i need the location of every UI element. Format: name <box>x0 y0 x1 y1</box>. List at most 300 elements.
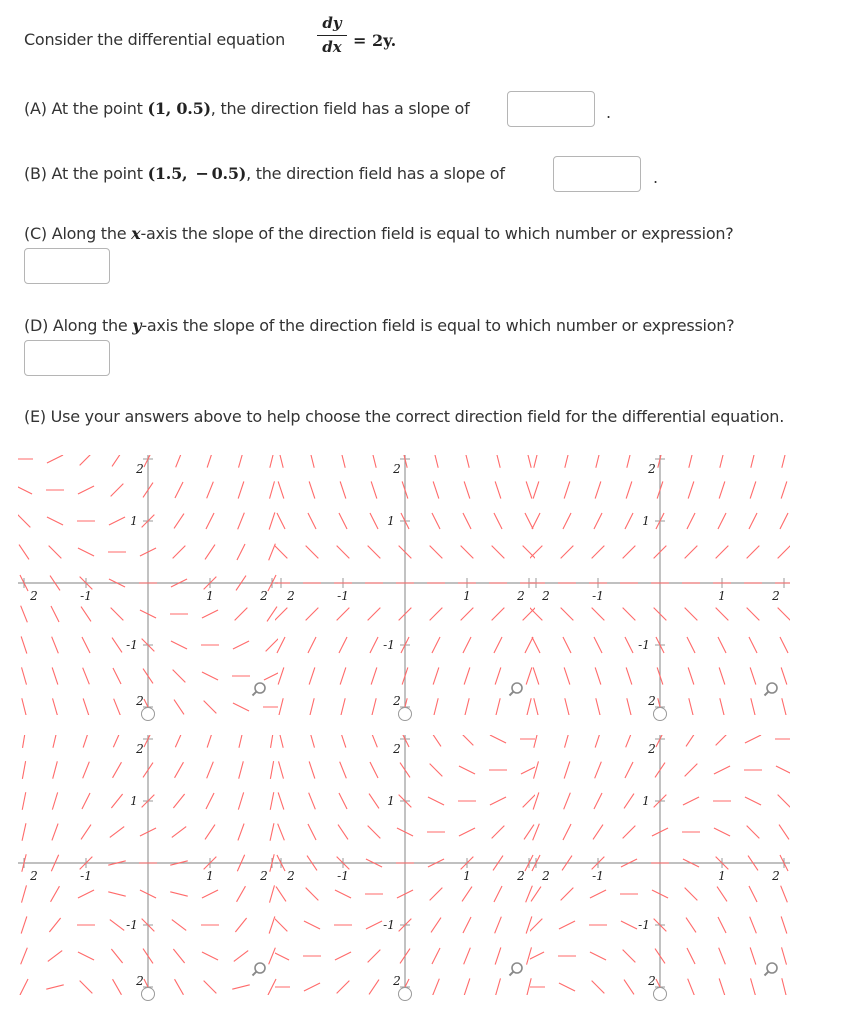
slope-segment <box>432 637 440 653</box>
slope-segment <box>238 824 244 841</box>
part-b-answer-input[interactable] <box>553 156 641 192</box>
slope-segment <box>233 641 249 649</box>
slope-segment <box>175 979 184 995</box>
slope-segment <box>595 667 601 684</box>
slope-segment <box>270 885 275 902</box>
magnifier-icon[interactable] <box>251 681 267 697</box>
slope-segment <box>233 703 249 711</box>
y-label-pos2: 2 <box>648 462 656 476</box>
slope-segment <box>623 950 636 963</box>
slope-segment <box>309 481 315 498</box>
slope-segment <box>719 978 725 995</box>
y-label-pos2: 2 <box>393 462 401 476</box>
slope-segment <box>465 455 469 468</box>
equation-numerator: dy <box>322 14 342 32</box>
slope-segment <box>530 608 542 621</box>
slope-segment <box>750 481 756 498</box>
slope-segment <box>563 637 571 653</box>
slope-segment <box>275 919 287 932</box>
x-label-pos1: 1 <box>463 589 471 603</box>
slope-segment <box>337 981 350 994</box>
x-label-pos2: 2 <box>772 869 780 883</box>
x-label-neg2: 2 <box>30 869 38 883</box>
slope-segment <box>625 637 633 653</box>
part-c-text <box>24 224 734 243</box>
slope-segment <box>80 981 93 994</box>
slope-segment <box>495 917 502 934</box>
slope-segment <box>623 826 636 839</box>
x-label-neg1: -1 <box>80 869 92 883</box>
slope-segment <box>49 918 60 932</box>
slope-segment <box>238 513 245 530</box>
slope-segment <box>686 735 696 746</box>
magnifier-icon[interactable] <box>508 681 524 697</box>
slope-segment <box>304 921 320 929</box>
slope-segment <box>433 979 440 995</box>
slope-segment <box>270 761 273 779</box>
magnifier-icon[interactable] <box>763 681 779 697</box>
y-label-pos1: 1 <box>387 794 395 808</box>
slope-segment <box>175 735 182 747</box>
slope-segment <box>22 885 27 902</box>
slope-segment <box>434 698 438 715</box>
slope-segment <box>271 735 274 748</box>
slope-segment <box>532 637 540 653</box>
slope-segment <box>459 766 475 774</box>
slope-segment <box>685 608 698 621</box>
slope-segment <box>778 546 790 559</box>
y-label-neg2: 2 <box>136 974 144 988</box>
slope-segment <box>593 825 603 840</box>
slope-segment <box>278 824 285 841</box>
slope-segment <box>83 668 90 685</box>
slope-segment <box>53 761 58 778</box>
part-e-text <box>24 407 784 426</box>
slope-segment <box>237 886 246 902</box>
slope-segment <box>779 825 789 840</box>
x-label-neg2: 2 <box>287 589 295 603</box>
slope-segment <box>594 793 602 809</box>
slope-segment <box>238 481 244 498</box>
slope-segment <box>340 667 346 684</box>
y-label-neg1: -1 <box>383 918 395 932</box>
slope-segment <box>564 481 570 498</box>
slope-segment <box>626 735 633 747</box>
slope-segment <box>51 606 59 622</box>
slope-segment <box>202 952 218 960</box>
slope-segment <box>559 983 575 991</box>
part-d-answer-input[interactable] <box>24 340 110 376</box>
slope-segment <box>494 886 502 902</box>
slope-segment <box>310 455 314 468</box>
slope-segment <box>561 888 574 901</box>
slope-segment <box>308 824 316 840</box>
slope-segment <box>459 828 475 836</box>
equation-fraction <box>317 14 347 56</box>
slope-segment <box>749 637 757 653</box>
slope-segment <box>22 761 25 779</box>
slope-segment <box>689 455 693 468</box>
slope-segment <box>531 887 541 902</box>
x-label-pos2: 2 <box>772 589 780 603</box>
slope-segment <box>235 918 246 932</box>
slope-segment <box>368 950 381 963</box>
slope-segment <box>111 794 122 808</box>
slope-segment <box>174 514 184 529</box>
slope-segment <box>782 698 786 715</box>
part-b-period: . <box>653 168 659 187</box>
slope-segment <box>492 546 505 559</box>
radio-circle-icon[interactable] <box>653 707 667 721</box>
slope-segment <box>111 949 122 963</box>
x-label-pos2: 2 <box>260 869 268 883</box>
slope-segment <box>747 826 760 839</box>
slope-segment <box>372 455 376 468</box>
slope-segment <box>310 735 315 748</box>
y-label-pos1: 1 <box>387 514 395 528</box>
slope-segment <box>496 698 500 715</box>
slope-segment <box>688 667 694 684</box>
slope-segment <box>496 978 501 995</box>
slope-segment <box>306 608 319 621</box>
magnifier-icon[interactable] <box>508 961 524 977</box>
slope-segment <box>592 981 605 994</box>
slope-segment <box>463 917 471 933</box>
direction-field-option-3 <box>530 455 790 715</box>
slope-segment <box>782 455 786 468</box>
slope-segment <box>490 797 506 805</box>
y-label-neg2: 2 <box>136 694 144 708</box>
slope-segment <box>462 887 472 902</box>
x-label-pos1: 1 <box>206 589 214 603</box>
slope-segment <box>627 455 631 468</box>
slope-segment <box>18 515 30 528</box>
x-label-neg1: -1 <box>592 869 604 883</box>
slope-segment <box>235 608 248 621</box>
slope-segment <box>368 826 381 839</box>
slope-segment <box>534 735 538 748</box>
slope-segment <box>110 827 124 838</box>
slope-segment <box>432 948 440 964</box>
slope-segment <box>626 667 632 684</box>
slope-segment <box>20 979 28 995</box>
y-label-neg2: 2 <box>393 694 401 708</box>
slope-segment <box>689 698 693 715</box>
part-a-prefix: (A) At the point <box>24 99 148 118</box>
direction-field-svg <box>530 735 790 995</box>
direction-field-svg <box>18 735 278 995</box>
slope-segment <box>625 762 633 778</box>
slope-segment <box>590 890 606 898</box>
slope-segment <box>277 513 285 529</box>
slope-segment <box>111 608 124 621</box>
part-d-suffix: -axis the slope of the direction field is equal to which number or expression? <box>141 316 735 335</box>
slope-segment <box>595 735 601 748</box>
part-e-label: (E) Use your answers above to help choose the correct direction field for the differential equation. <box>24 407 785 426</box>
y-label-neg2: 2 <box>393 974 401 988</box>
slope-segment <box>533 824 540 841</box>
slope-segment <box>202 672 218 680</box>
y-label-neg1: -1 <box>126 918 138 932</box>
slope-segment <box>594 513 602 529</box>
part-c-answer-input[interactable] <box>24 248 110 284</box>
slope-segment <box>745 797 761 805</box>
magnifier-icon[interactable] <box>251 961 267 977</box>
slope-segment <box>309 793 316 810</box>
radio-circle-icon[interactable] <box>653 987 667 1001</box>
radio-circle-icon[interactable] <box>398 987 412 1001</box>
slope-segment <box>170 892 187 896</box>
radio-circle-icon[interactable] <box>141 707 155 721</box>
slope-segment <box>78 952 94 960</box>
slope-segment <box>370 513 378 529</box>
slope-segment <box>340 735 346 748</box>
slope-segment <box>776 766 790 774</box>
slope-segment <box>495 481 501 498</box>
slope-segment <box>207 762 214 779</box>
slope-segment <box>238 792 243 809</box>
x-label-neg1: -1 <box>337 589 349 603</box>
radio-circle-icon[interactable] <box>141 987 155 1001</box>
slope-segment <box>81 607 91 622</box>
slope-segment <box>51 886 60 902</box>
part-a-suffix: , the direction field has a slope of <box>210 99 470 118</box>
slope-segment <box>109 517 125 525</box>
x-label-neg1: -1 <box>592 589 604 603</box>
y-label-pos2: 2 <box>393 742 401 756</box>
slope-segment <box>461 546 474 559</box>
slope-segment <box>751 698 755 715</box>
y-label-neg1: -1 <box>383 638 395 652</box>
slope-segment <box>337 608 350 621</box>
slope-segment <box>108 892 125 896</box>
slope-segment <box>720 698 724 715</box>
slope-segment <box>720 455 724 468</box>
slope-segment <box>207 455 213 468</box>
slope-segment <box>269 512 275 529</box>
slope-segment <box>782 978 786 995</box>
slope-segment <box>113 668 121 684</box>
slope-segment <box>279 761 284 778</box>
slope-segment <box>275 546 287 559</box>
slope-segment <box>495 947 501 964</box>
slope-segment <box>434 455 438 468</box>
part-c-prefix: (C) Along the <box>24 224 132 243</box>
x-label-pos1: 1 <box>718 589 726 603</box>
slope-segment <box>778 608 790 621</box>
slope-segment <box>279 735 283 748</box>
slope-segment <box>308 513 316 529</box>
slope-segment <box>204 981 217 994</box>
slope-segment <box>46 985 63 989</box>
slope-segment <box>561 546 574 559</box>
slope-segment <box>370 637 378 653</box>
slope-segment <box>428 797 444 805</box>
slope-segment <box>175 762 184 778</box>
slope-segment <box>431 918 441 933</box>
slope-segment <box>239 761 244 778</box>
slope-segment <box>308 637 316 653</box>
slope-segment <box>18 486 32 494</box>
slope-segment <box>47 455 63 463</box>
slope-segment <box>52 824 58 841</box>
slope-segment <box>114 699 121 715</box>
slope-segment <box>52 637 59 654</box>
slope-segment <box>719 948 726 965</box>
slope-segment <box>78 486 94 494</box>
slope-segment <box>430 888 443 901</box>
slope-segment <box>78 890 94 898</box>
slope-segment <box>496 455 500 468</box>
slope-segment <box>781 916 787 933</box>
y-label-neg1: -1 <box>638 918 650 932</box>
slope-segment <box>627 698 631 715</box>
slope-segment <box>22 792 26 810</box>
slope-segment <box>22 667 27 684</box>
slope-segment <box>366 921 382 929</box>
part-b-suffix: , the direction field has a slope of <box>246 164 505 183</box>
slope-segment <box>687 637 695 653</box>
slope-segment <box>431 735 441 746</box>
slope-segment <box>277 637 285 653</box>
slope-segment <box>624 794 634 809</box>
equation-rhs: = 2y. <box>353 31 397 50</box>
slope-segment <box>533 667 539 684</box>
slope-segment <box>533 792 539 809</box>
slope-segment <box>270 792 274 810</box>
slope-segment <box>782 947 787 964</box>
y-label-neg1: -1 <box>638 638 650 652</box>
slope-segment <box>749 513 757 529</box>
slope-segment <box>490 735 506 743</box>
part-c-suffix: -axis the slope of the direction field is equal to which number or expression? <box>140 224 734 243</box>
slope-segment <box>204 701 217 714</box>
slope-segment <box>81 825 91 840</box>
slope-segment <box>368 546 381 559</box>
slope-segment <box>595 481 601 498</box>
slope-segment <box>23 735 26 748</box>
slope-segment <box>239 455 244 468</box>
x-label-pos1: 1 <box>718 869 726 883</box>
slope-segment <box>714 766 730 774</box>
slope-segment <box>461 735 474 745</box>
x-label-neg2: 2 <box>287 869 295 883</box>
slope-segment <box>623 546 636 559</box>
slope-segment <box>492 608 505 621</box>
x-label-pos1: 1 <box>206 869 214 883</box>
slope-segment <box>718 513 726 529</box>
slope-segment <box>563 513 571 529</box>
x-label-neg2: 2 <box>542 589 550 603</box>
slope-segment <box>534 455 538 468</box>
slope-segment <box>751 978 756 995</box>
radio-circle-icon[interactable] <box>398 707 412 721</box>
part-a-answer-input[interactable] <box>507 91 595 127</box>
slope-segment <box>275 952 289 960</box>
part-c-variable: x <box>131 224 141 243</box>
slope-segment <box>174 700 184 715</box>
slope-segment <box>716 735 729 745</box>
direction-field-svg <box>18 455 278 715</box>
slope-segment <box>495 667 501 684</box>
slope-segment <box>21 916 27 933</box>
slope-segment <box>78 548 94 556</box>
y-label-pos2: 2 <box>648 742 656 756</box>
slope-segment <box>202 610 218 618</box>
y-label-neg2: 2 <box>648 694 656 708</box>
slope-segment <box>750 947 756 964</box>
slope-segment <box>113 979 122 995</box>
slope-segment <box>432 513 440 529</box>
slope-segment <box>561 608 574 621</box>
slope-segment <box>530 546 542 559</box>
slope-segment <box>21 606 28 623</box>
slope-segment <box>371 481 377 498</box>
slope-segment <box>83 762 90 779</box>
slope-segment <box>719 481 725 498</box>
slope-segment <box>594 637 602 653</box>
slope-segment <box>778 795 790 808</box>
slope-segment <box>278 667 284 684</box>
direction-field-svg <box>275 455 535 715</box>
slope-segment <box>112 638 122 653</box>
slope-segment <box>781 667 787 684</box>
slope-segment <box>624 980 634 995</box>
part-b-text <box>24 164 505 183</box>
slope-segment <box>176 455 183 467</box>
slope-segment <box>48 951 62 962</box>
slope-segment <box>270 823 274 841</box>
slope-segment <box>590 952 606 960</box>
slope-segment <box>111 484 124 497</box>
slope-segment <box>564 667 570 684</box>
x-label-pos2: 2 <box>517 589 525 603</box>
direction-field-option-5 <box>275 735 535 995</box>
slope-segment <box>276 887 286 902</box>
slope-segment <box>339 793 347 809</box>
slope-segment <box>341 698 345 715</box>
slope-segment <box>53 698 58 715</box>
fraction-bar <box>317 35 347 36</box>
part-d-prefix: (D) Along the <box>24 316 133 335</box>
y-label-pos2: 2 <box>136 742 144 756</box>
slope-segment <box>750 917 757 934</box>
slope-segment <box>371 667 377 684</box>
x-label-pos1: 1 <box>463 869 471 883</box>
y-label-pos1: 1 <box>130 794 138 808</box>
part-a-point: (1, 0.5) <box>147 99 211 118</box>
slope-segment <box>110 920 124 931</box>
slope-segment <box>22 698 26 715</box>
slope-segment <box>202 890 218 898</box>
slope-segment <box>173 546 186 559</box>
slope-segment <box>237 544 245 560</box>
slope-segment <box>270 455 274 468</box>
slope-segment <box>340 762 347 779</box>
slope-segment <box>113 762 122 778</box>
slope-segment <box>719 667 725 684</box>
slope-segment <box>716 546 729 559</box>
slope-segment <box>461 608 474 621</box>
slope-segment <box>749 886 757 902</box>
slope-segment <box>335 952 351 960</box>
slope-segment <box>205 545 215 560</box>
slope-segment <box>21 636 27 653</box>
magnifier-icon[interactable] <box>763 961 779 977</box>
slope-segment <box>532 513 540 529</box>
slope-segment <box>239 735 243 748</box>
slope-segment <box>53 735 57 748</box>
